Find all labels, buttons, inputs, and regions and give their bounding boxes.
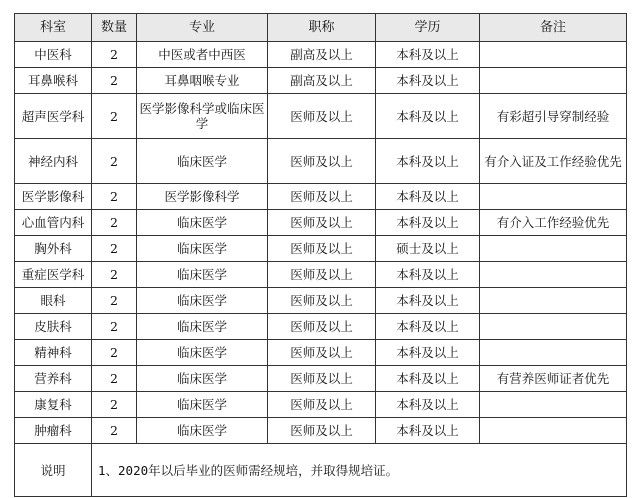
recruitment-table-container: [14, 13, 627, 497]
footer-text: 1、2020年以后毕业的医师需经规培，并取得规培证。: [92, 444, 627, 497]
edu-cell: 本科及以上: [376, 392, 480, 418]
major-cell: 临床医学: [137, 288, 268, 314]
note-cell: [480, 340, 627, 366]
note-cell: 有彩超引导穿制经验: [480, 94, 627, 139]
dept-cell: 肿瘤科: [15, 418, 92, 444]
title-cell: 医师及以上: [268, 210, 376, 236]
dept-cell: 营养科: [15, 366, 92, 392]
major-cell: 临床医学: [137, 314, 268, 340]
title-cell: 副高及以上: [268, 68, 376, 94]
dept-cell: 中医科: [15, 42, 92, 68]
count-cell: 2: [92, 340, 137, 366]
major-cell: 临床医学: [137, 392, 268, 418]
table-row: [15, 392, 627, 418]
note-cell: 有介入证及工作经验优先: [480, 139, 627, 184]
header-edu: 学历: [376, 14, 480, 42]
header-note: 备注: [480, 14, 627, 42]
dept-cell: 重症医学科: [15, 262, 92, 288]
note-cell: [480, 68, 627, 94]
major-cell: 中医或者中西医: [137, 42, 268, 68]
count-cell: 2: [92, 392, 137, 418]
note-cell: [480, 42, 627, 68]
table-row: [15, 184, 627, 210]
major-cell: 临床医学: [137, 340, 268, 366]
edu-cell: 本科及以上: [376, 340, 480, 366]
dept-cell: 皮肤科: [15, 314, 92, 340]
count-cell: 2: [92, 68, 137, 94]
table-row: [15, 288, 627, 314]
dept-cell: 康复科: [15, 392, 92, 418]
dept-cell: 精神科: [15, 340, 92, 366]
count-cell: 2: [92, 184, 137, 210]
table-row: [15, 340, 627, 366]
table-row: [15, 418, 627, 444]
edu-cell: 本科及以上: [376, 210, 480, 236]
dept-cell: 神经内科: [15, 139, 92, 184]
table-row: [15, 42, 627, 68]
edu-cell: 本科及以上: [376, 94, 480, 139]
note-cell: [480, 262, 627, 288]
count-cell: 2: [92, 314, 137, 340]
header-major: 专业: [137, 14, 268, 42]
table-body: [15, 42, 627, 497]
count-cell: 2: [92, 418, 137, 444]
count-cell: 2: [92, 94, 137, 139]
note-cell: [480, 288, 627, 314]
edu-cell: 本科及以上: [376, 68, 480, 94]
title-cell: 医师及以上: [268, 94, 376, 139]
table-row: [15, 314, 627, 340]
edu-cell: 硕士及以上: [376, 236, 480, 262]
count-cell: 2: [92, 262, 137, 288]
table-row: [15, 139, 627, 184]
title-cell: 医师及以上: [268, 139, 376, 184]
major-cell: 临床医学: [137, 418, 268, 444]
dept-cell: 眼科: [15, 288, 92, 314]
table-row: [15, 236, 627, 262]
title-cell: 医师及以上: [268, 314, 376, 340]
note-cell: [480, 314, 627, 340]
major-cell: 医学影像科学或临床医学: [137, 94, 268, 139]
table-row: [15, 262, 627, 288]
edu-cell: 本科及以上: [376, 262, 480, 288]
note-cell: [480, 418, 627, 444]
table-row: [15, 210, 627, 236]
table-row: [15, 68, 627, 94]
title-cell: 医师及以上: [268, 262, 376, 288]
count-cell: 2: [92, 288, 137, 314]
edu-cell: 本科及以上: [376, 288, 480, 314]
major-cell: 临床医学: [137, 210, 268, 236]
title-cell: 医师及以上: [268, 392, 376, 418]
major-cell: 临床医学: [137, 262, 268, 288]
title-cell: 医师及以上: [268, 236, 376, 262]
note-cell: [480, 392, 627, 418]
count-cell: 2: [92, 42, 137, 68]
title-cell: 医师及以上: [268, 288, 376, 314]
recruitment-table: [14, 13, 627, 497]
title-cell: 副高及以上: [268, 42, 376, 68]
header-count: 数量: [92, 14, 137, 42]
footer-label: 说明: [15, 444, 92, 497]
note-cell: [480, 236, 627, 262]
major-cell: 耳鼻咽喉专业: [137, 68, 268, 94]
dept-cell: 超声医学科: [15, 94, 92, 139]
major-cell: 临床医学: [137, 139, 268, 184]
dept-cell: 心血管内科: [15, 210, 92, 236]
edu-cell: 本科及以上: [376, 139, 480, 184]
edu-cell: 本科及以上: [376, 184, 480, 210]
count-cell: 2: [92, 139, 137, 184]
note-cell: 有介入工作经验优先: [480, 210, 627, 236]
edu-cell: 本科及以上: [376, 314, 480, 340]
dept-cell: 医学影像科: [15, 184, 92, 210]
major-cell: 临床医学: [137, 366, 268, 392]
header-row: [15, 14, 627, 42]
table-row: [15, 94, 627, 139]
title-cell: 医师及以上: [268, 418, 376, 444]
title-cell: 医师及以上: [268, 340, 376, 366]
major-cell: 医学影像科学: [137, 184, 268, 210]
title-cell: 医师及以上: [268, 184, 376, 210]
count-cell: 2: [92, 366, 137, 392]
count-cell: 2: [92, 210, 137, 236]
title-cell: 医师及以上: [268, 366, 376, 392]
header-dept: 科室: [15, 14, 92, 42]
edu-cell: 本科及以上: [376, 418, 480, 444]
note-cell: 有营养医师证者优先: [480, 366, 627, 392]
major-cell: 临床医学: [137, 236, 268, 262]
footer-row: [15, 444, 627, 497]
count-cell: 2: [92, 236, 137, 262]
table-row: [15, 366, 627, 392]
dept-cell: 胸外科: [15, 236, 92, 262]
dept-cell: 耳鼻喉科: [15, 68, 92, 94]
header-title: 职称: [268, 14, 376, 42]
note-cell: [480, 184, 627, 210]
edu-cell: 本科及以上: [376, 366, 480, 392]
edu-cell: 本科及以上: [376, 42, 480, 68]
